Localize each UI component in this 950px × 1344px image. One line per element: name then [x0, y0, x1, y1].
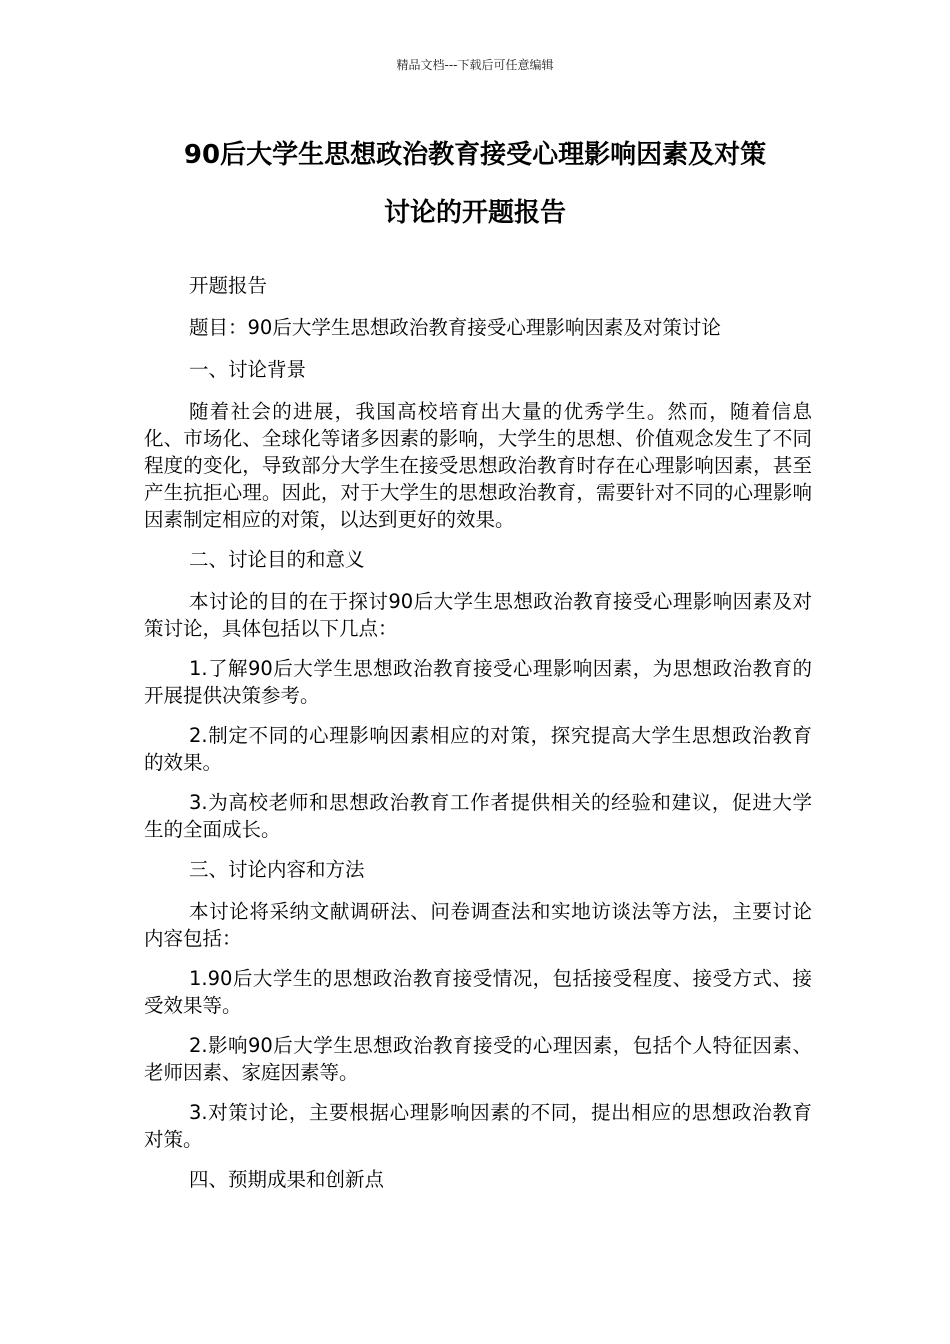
document-body [144, 272, 812, 1208]
heading-content-method: 三、讨论内容和方法 [189, 858, 365, 881]
document-title-line-1: 90后大学生思想政治教育接受心理影响因素及对策 [183, 140, 767, 170]
paragraph-purpose: 本讨论的目的在于探讨90后大学生思想政治教育接受心理影响因素及对策讨论，具体包括以下几点： [144, 590, 812, 640]
purpose-item-3: 3.为高校老师和思想政治教育工作者提供相关的经验和建议，促进大学生的全面成长。 [144, 791, 812, 841]
paragraph-method: 本讨论将采纳文献调研法、问卷调查法和实地访谈法等方法，主要讨论内容包括： [144, 900, 812, 950]
topic-line: 题目：90后大学生思想政治教育接受心理影响因素及对策讨论 [189, 316, 721, 339]
heading-expected-results: 四、预期成果和创新点 [189, 1168, 385, 1191]
content-item-1: 1.90后大学生的思想政治教育接受情况，包括接受程度、接受方式、接受效果等。 [144, 967, 812, 1017]
page-header: 精品文档---下载后可任意编辑 [396, 58, 554, 72]
purpose-item-2: 2.制定不同的心理影响因素相应的对策，探究提高大学生思想政治教育的效果。 [144, 724, 812, 774]
heading-background: 一、讨论背景 [189, 358, 307, 381]
document-title-line-2: 讨论的开题报告 [383, 198, 566, 228]
paragraph-background: 随着社会的进展，我国高校培育出大量的优秀学生。然而，随着信息化、市场化、全球化等诸多因素的影响，大学生的思想、价值观念发生了不同程度的变化，导致部分大学生在接受思想政治教育时存在心理影响因素，甚至产生抗拒心理。因此，对于大学生的思想政治教育，需要针对不同的心理影响因素制定相应的对策，以达到更好的效果。 [144, 400, 812, 531]
section-label-report: 开题报告 [189, 274, 268, 297]
purpose-item-1: 1.了解90后大学生思想政治教育接受心理影响因素，为思想政治教育的开展提供决策参考。 [144, 657, 812, 707]
heading-purpose: 二、讨论目的和意义 [189, 548, 365, 571]
content-item-2: 2.影响90后大学生思想政治教育接受的心理因素，包括个人特征因素、老师因素、家庭因素等。 [144, 1034, 812, 1084]
content-item-3: 3.对策讨论，主要根据心理影响因素的不同，提出相应的思想政治教育对策。 [144, 1101, 812, 1151]
